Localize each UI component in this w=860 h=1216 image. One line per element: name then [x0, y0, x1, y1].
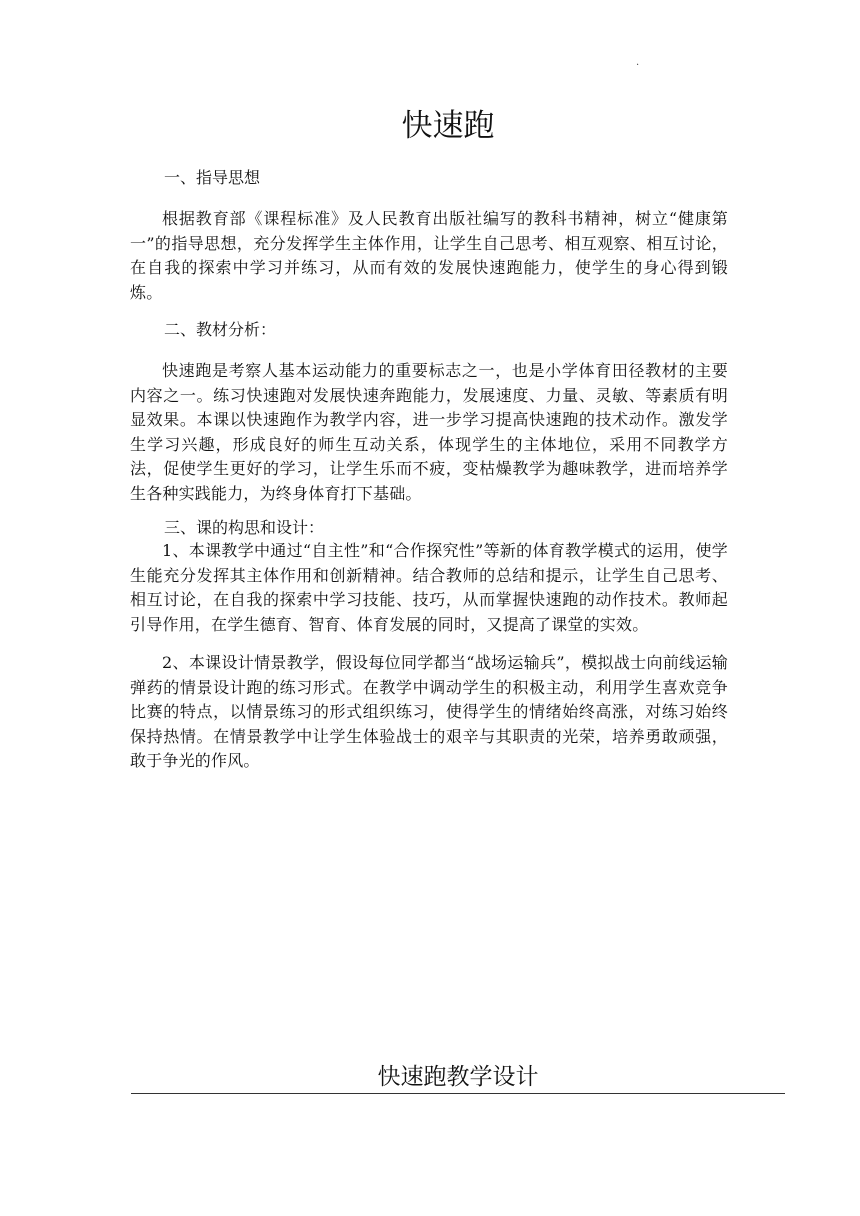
paragraph-lesson-design-1: 1、本课教学中通过“自主性”和“合作探究性”等新的体育教学模式的运用，使学生能充分发挥其主体作用和创新精神。结合教师的总结和提示，让学生自己思考、相互讨论，在自我的探索中学习技能、技巧，从而掌握快速跑的动作技术。教师起引导作用，在学生德育、智育、体育发展的同时，又提高了课堂的实效。	[130, 541, 728, 634]
section-heading-guiding-thought: 一、指导思想	[164, 168, 261, 187]
paragraph-guiding-thought: 根据教育部《课程标准》及人民教育出版社编写的教科书精神，树立“健康第一”的指导思想，充分发挥学生主体作用，让学生自己思考、相互观察、相互讨论，在自我的探索中学习并练习，从而有效的发展快速跑能力，使学生的身心得到锻炼。	[130, 209, 728, 302]
section-heading-material-analysis: 二、教材分析：	[164, 320, 277, 339]
paragraph-lesson-design-2: 2、本课设计情景教学，假设每位同学都当“战场运输兵”，模拟战士向前线运输弹药的情景设计跑的练习形式。在教学中调动学生的积极主动，利用学生喜欢竞争比赛的特点，以情景练习的形式组织练习，使得学生的情绪始终高涨，对练习始终保持热情。在情景教学中让学生体验战士的艰辛与其职责的光荣，培养勇敢顽强，敢于争光的作风。	[130, 653, 728, 770]
page-title: 快速跑	[401, 108, 495, 144]
paragraph-material-analysis: 快速跑是考察人基本运动能力的重要标志之一，也是小学体育田径教材的主要内容之一。练习快速跑对发展快速奔跑能力，发展速度、力量、灵敏、等素质有明显效果。本课以快速跑作为教学内容，进一步学习提高快速跑的技术动作。激发学生学习兴趣，形成良好的师生互动关系，体现学生的主体地位，采用不同教学方法，促使学生更好的学习，让学生乐而不疲，变枯燥教学为趣味教学，进而培养学生各种实践能力，为终身体育打下基础。	[130, 361, 728, 503]
corner-mark: .	[636, 57, 640, 68]
section-heading-lesson-design: 三、课的构思和设计：	[164, 518, 325, 537]
footer-title: 快速跑教学设计	[377, 1064, 539, 1090]
footer-divider	[131, 1093, 785, 1094]
